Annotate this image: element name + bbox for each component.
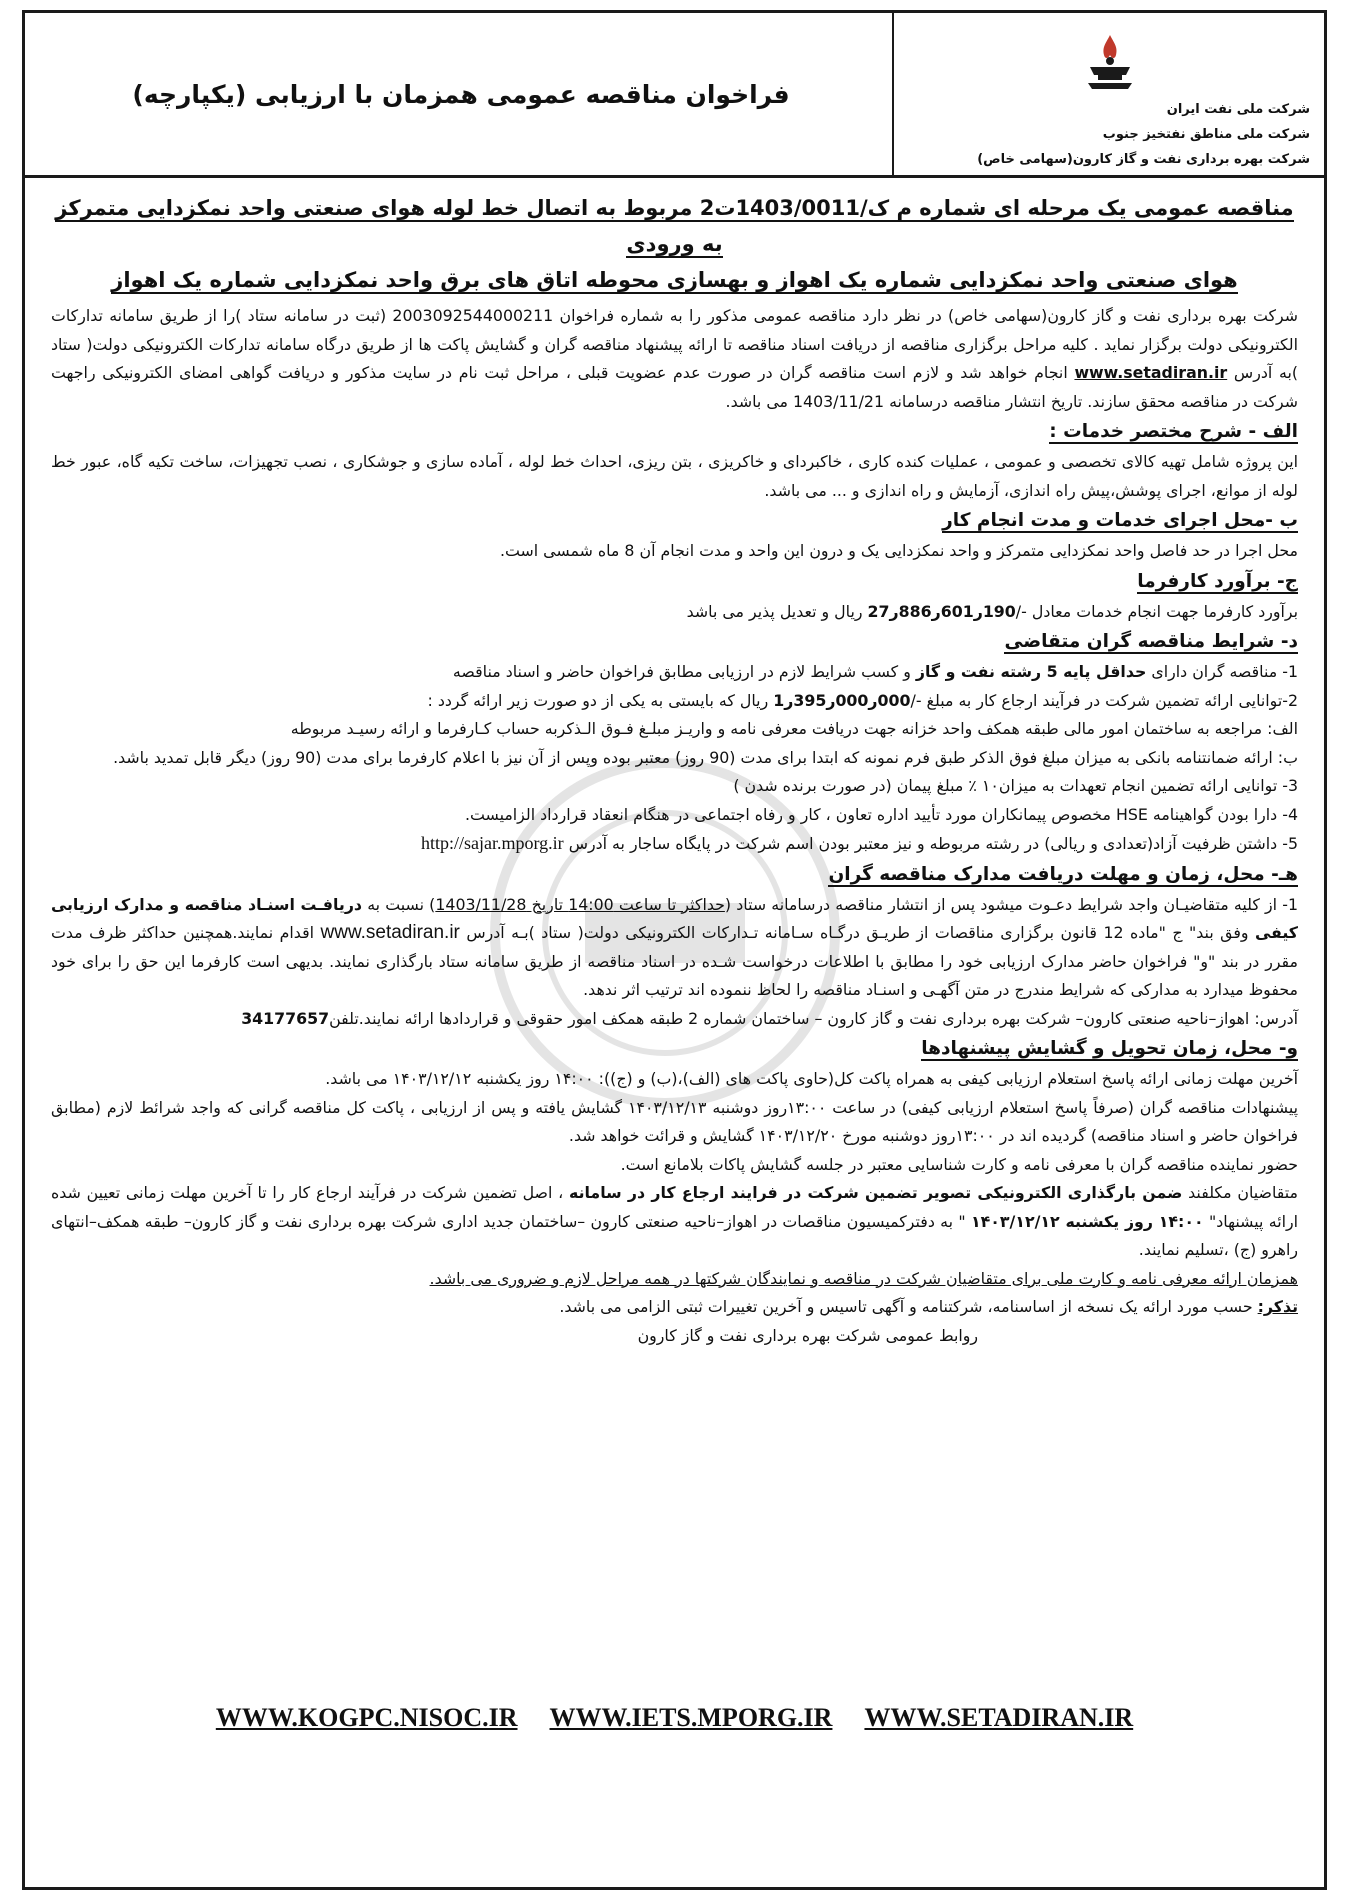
note-label: تذکر: bbox=[1257, 1297, 1298, 1316]
page-title: فراخوان مناقصه عمومی همزمان با ارزیابی (یکپارچه) bbox=[132, 79, 790, 109]
footer-link-iets[interactable]: WWW.IETS.MPORG.IR bbox=[549, 1703, 833, 1732]
section-d-item-1: 1- مناقصه گران دارای حداقل پایه 5 رشته نفت و گاز و کسب شرایط لازم در ارزیابی مطابق فراخوان حاضر و اسناد مناقصه bbox=[452, 662, 1298, 681]
receipt-deadline: حداکثر تا ساعت 14:00 تاریخ 1403/11/28 bbox=[435, 894, 725, 914]
org-line-2: شرکت ملی مناطق نفتخیز جنوب bbox=[1102, 127, 1310, 142]
org-logo-box bbox=[894, 13, 1324, 175]
note-line: تذکر: حسب مورد ارائه یک نسخه از اساسنامه، شرکتنامه و آگهی تاسیس و آخرین تغییرات ثبتی الزامی می باشد. bbox=[559, 1297, 1298, 1316]
footer-link-setadiran[interactable]: WWW.SETADIRAN.IR bbox=[864, 1703, 1134, 1732]
section-b-text: محل اجرا در حد فاصل واحد نمکزدایی متمرکز و واحد نمکزدایی یک و درون این واحد و مدت انجام آن 8 ماه شمسی است. bbox=[500, 541, 1298, 560]
section-d-item-5: 5- داشتن ظرفیت آزاد(تعدادی و ریالی) در رشته مربوطه و نیز معتبر بودن اسم شرکت در پایگاه ساجار به آدرس http://sajar.mporg.ir bbox=[421, 833, 1298, 853]
section-a-heading: الف - شرح مختصر خدمات : bbox=[1049, 421, 1298, 442]
section-v-p3: حضور نماینده مناقصه گران با معرفی نامه و کارت شناسایی معتبر در جلسه گشایش پاکات بلامانع است. bbox=[620, 1154, 1298, 1174]
nioc-logo-icon bbox=[1078, 31, 1142, 95]
intro-part-1: شرکت بهره برداری نفت و گاز کارون(سهامی خاص) در نظر دارد مناقصه عمومی مذکور را به شماره فراخوان 2003092544000211 (ثبت در سامانه ستاد )را از طریق سامانه تدارکات الکترونیکی دولت برگزار نماید . کلیه مراحل برگزاری مناقصه از دریافت اسناد مناقصه تا ارائه پیشنهاد مناقصه گران و گشایش پاکت ها از طریق درگاه سامانه تدارکات الکترونیکی دولت( ستاد )به آدرس bbox=[51, 306, 1299, 382]
section-v-heading: و- محل، زمان تحویل و گشایش پیشنهادها bbox=[921, 1038, 1298, 1059]
section-d-item-3: 3- توانایی ارائه تضمین انجام تعهدات به میزان۱۰ ٪ مبلغ پیمان (در صورت برنده شدن ) bbox=[733, 776, 1298, 795]
sajar-link[interactable]: http://sajar.mporg.ir bbox=[421, 833, 564, 853]
section-v-p1: آخرین مهلت زمانی ارائه پاسخ استعلام ارزیابی کیفی به همراه پاکت کل(حاوی پاکت های (الف)،(ب) و (ج)): ۱۴:۰۰ روز یکشنبه ۱۴۰۳/۱۲/۱۲ می باشد. bbox=[325, 1069, 1298, 1088]
contact-phone: 34177657 bbox=[241, 1008, 330, 1028]
section-d-item-4: 4- دارا بودن گواهینامه HSE مخصوص پیمانکاران مورد تأیید اداره تعاون ، کار و رفاه اجتماعی در هنگام انعقاد قرارداد الزامیست. bbox=[464, 804, 1298, 824]
notice-body bbox=[25, 178, 1324, 1888]
intro-part-2: انجام خواهد شد و لازم است مناقصه گران در صورت عدم عضویت قبلی ، مراحل ثبت نام در سایت مذکور و دریافت گواهی امضای الکترونیکی راجهت شرکت در مناقصه محقق سازند. تاریخ انتشار مناقصه درسامانه 1403/11/21 می باشد. bbox=[51, 363, 1298, 411]
org-line-1: شرکت ملی نفت ایران bbox=[1166, 102, 1310, 117]
footer-links bbox=[25, 1703, 1324, 1733]
section-d-item-2: 2-توانایی ارائه تضمین شرکت در فرآیند ارجاع کار به مبلغ -/000ر000ر395ر1 ریال که بایستی به یکی از دو صورت زیر ارائه گردد : bbox=[427, 690, 1298, 710]
submission-deadline: ۱۴:۰۰ روز یکشنبه ۱۴۰۳/۱۲/۱۲ bbox=[970, 1211, 1204, 1231]
org-lines bbox=[900, 97, 1310, 172]
section-c-text: برآورد کارفرما جهت انجام خدمات معادل -/190ر601ر886ر27 ریال و تعدیل پذیر می باشد bbox=[686, 601, 1298, 621]
section-h-heading: هـ- محل، زمان و مهلت دریافت مدارک مناقصه گران bbox=[828, 863, 1298, 885]
section-b-heading: ب -محل اجرای خدمات و مدت انجام کار bbox=[942, 510, 1298, 531]
section-v-p4: متقاضیان مکلفند ضمن بارگذاری الکترونیکی تصویر تضمین شرکت در فرایند ارجاع کار در سامانه ، اصل تضمین شرکت در فرآیند ارجاع کار را تا آخرین مهلت زمانی تعیین شده ارائه پیشنهاد" ۱۴:۰۰ روز یکشنبه ۱۴۰۳/۱۲/۱۲ " به دفترکمیسیون مناقصات در اهواز–ناحیه صنعتی کارون –ساختمان جدید اداری شرکت بهره برداری نفت و گاز کارون– طبقه همکف–انتهای راهرو (ج) ،تسلیم نمایند. bbox=[51, 1183, 1299, 1259]
notice-header bbox=[25, 13, 1324, 178]
section-d-item-2-be: ب: ارائه ضمانتنامه بانکی به میزان مبلغ فوق الذکر طبق فرم نمونه که ابتدا برای مدت (90 روز) معتبر بوده وپس از آن نیز با اعلام کارفرما برای مدت (90 روز) دیگر قابل تمدید باشد. bbox=[113, 747, 1298, 767]
section-a-text: این پروژه شامل تهیه کالای تخصصی و عمومی ، عملیات کنده کاری ، خاکبردای و خاکریزی ، بتن ریزی، احداث خط لوله ، آماده سازی و جوشکاری ، نصب تجهیزات، ساخت تکیه گاه، عبور خط لوله از موانع، اجرای پوشش،پیش راه اندازی، آزمایش و راه اندازی و ... می باشد. bbox=[51, 452, 1298, 500]
employer-estimate-amount: 190ر601ر886ر27 bbox=[867, 601, 1016, 621]
section-v-p2: پیشنهادات مناقصه گران (صرفاً پاسخ استعلام ارزیابی کیفی) در ساعت ۱۳:۰۰روز دوشنبه ۱۴۰۳/۱۲/۱۳ گشایش یافته و پس از ارزیابی ، پاکت کل مناقصه گرانی که واجد شرائط لازم (مطابق فراخوان حاضر و اسناد مناقصه) گردیده اند در ۱۳:۰۰روز دوشنبه مورخ ۱۴۰۳/۱۲/۲۰ گشایش و قرائت خواهد شد. bbox=[51, 1097, 1298, 1145]
section-d-item-2-alef: الف: مراجعه به ساختمان امور مالی طبقه همکف واحد خزانه جهت دریافت معرفی نامه و واریـز مبلـغ فـوق الـذکربه حساب کـارفرما و ارائه رسیـد مربوطه bbox=[290, 719, 1298, 738]
section-v-p5: همزمان ارائه معرفی نامه و کارت ملی برای متقاضیان شرکت در مناقصه و نمایندگان شرکتها در همه مراحل لازم و ضروری می باشد. bbox=[429, 1268, 1298, 1288]
section-h-item-1: 1- از کلیه متقاضیـان واجد شرایط دعـوت میشود پس از انتشار مناقصه درسامانه ستاد (حداکثر تا ساعت 14:00 تاریخ 1403/11/28) نسبت به دریافـت اسنـاد مناقصه و مدارک ارزیابی کیفی وفق بند" ج "ماده 12 قانون برگزاری مناقصات از طریـق درگـاه سـامانه تـدارکات الکترونیکی دولت( ستاد )بـه آدرس www.setadiran.ir اقدام نمایند.همچنین حداکثر ظرف مدت مقرر در بند "و" فراخوان حاضر مدارک ارزیابی خود را مطابق با اطلاعات درخواست شـده در اسناد مناقصه از طریق سامانه ستاد بارگذاری نمایند. بدیهی است کارفرما این حق را برای خود محفوظ میدارد به مدارکی که شرایط مندرج در متن آگهـی و اسنـاد مناقصه را لحاظ ننموده اند ترتیب اثر ندهد. bbox=[51, 894, 1298, 999]
subject-line-2: هوای صنعتی واحد نمکزدایی شماره یک اهواز و بهسازی محوطه اتاق های برق واحد نمکزدایی شماره یک اهواز bbox=[111, 268, 1238, 292]
setadiran-link-2[interactable]: www.setadiran.ir bbox=[320, 922, 460, 943]
intro-paragraph bbox=[51, 302, 1298, 416]
footer-link-kogpc[interactable]: WWW.KOGPC.NISOC.IR bbox=[215, 1703, 518, 1732]
setadiran-link[interactable]: www.setadiran.ir bbox=[1074, 363, 1228, 382]
guarantee-amount: 000ر000ر395ر1 bbox=[773, 690, 911, 710]
public-relations-signature: روابط عمومی شرکت بهره برداری نفت و گاز کارون bbox=[637, 1325, 978, 1345]
org-line-3: شرکت بهره برداری نفت و گاز کارون(سهامی خاص) bbox=[977, 152, 1310, 167]
section-c-heading: ج- برآورد کارفرما bbox=[1137, 570, 1298, 592]
contact-address: آدرس: اهواز–ناحیه صنعتی کارون– شرکت بهره برداری نفت و گاز کارون – ساختمان شماره 2 طبقه همکف امور حقوقی و قراردادها ارائه نمایند.تلفن34177657 bbox=[241, 1008, 1298, 1028]
subject-line-1: مناقصه عمومی یک مرحله ای شماره م ک/1403/0011ت2 مربوط به اتصال خط لوله هوای صنعتی واحد نمکزدایی متمرکز به ورودی bbox=[55, 196, 1294, 256]
section-d-heading: د- شرایط مناقصه گران متقاضی bbox=[1004, 631, 1298, 652]
tender-notice-page bbox=[22, 10, 1327, 1890]
title-box bbox=[25, 13, 897, 175]
tender-subject bbox=[51, 190, 1298, 298]
